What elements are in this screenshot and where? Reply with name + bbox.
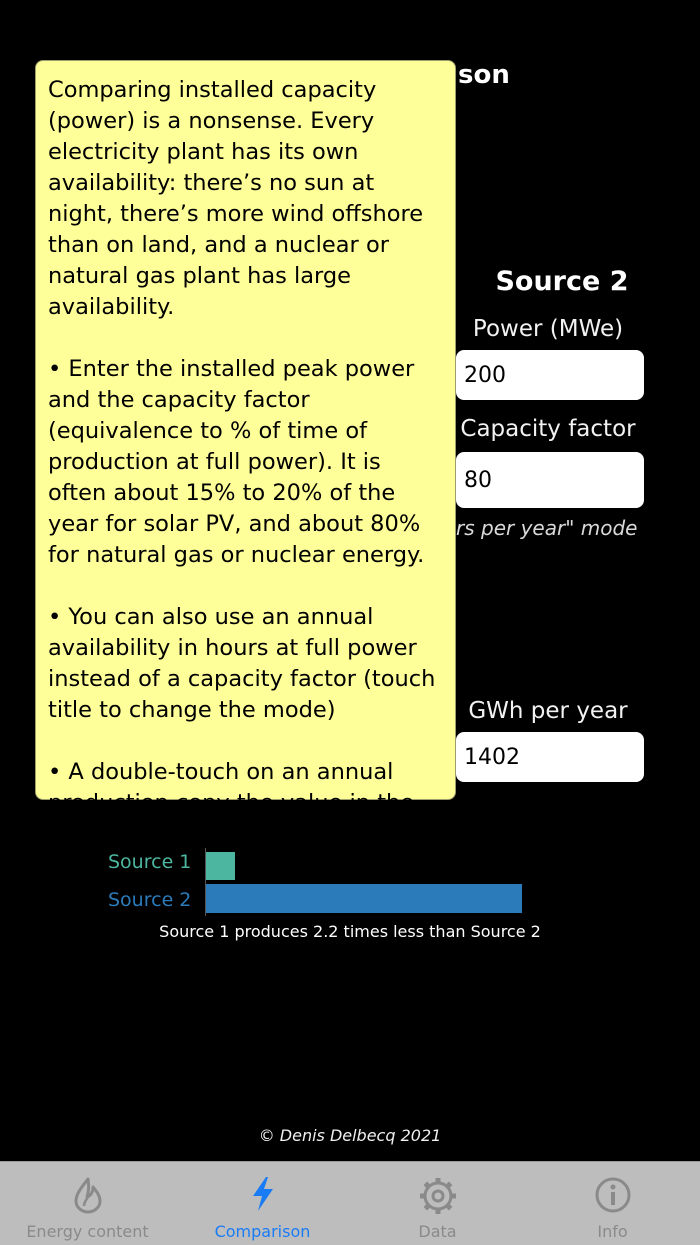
- page-title: son: [458, 60, 510, 90]
- tab-info[interactable]: [525, 1162, 700, 1245]
- tab-energy-content[interactable]: [0, 1162, 175, 1245]
- mode-hint-text: rs per year" mode: [456, 516, 638, 540]
- help-tooltip-text: Comparing installed capacity (power) is a nonsense. Every electricity plant has its own availability: there’s no sun at night, there’s more wind offshore than on land, and a nuclear or natural gas plant has large availability. • Enter the installed peak power and the capacity factor (equivalence to % of time of production at full power). It is often about 15% to 20% of the year for solar PV, and about 80% for natural gas or nuclear energy. • You can also use an annual availability in hours at full power instead of a capacity factor (touch title to change the mode) • A double-touch on an annual production copy the value in the: [48, 77, 436, 816]
- source2-gwh-output[interactable]: 1402: [456, 732, 644, 782]
- comparison-result-text: Source 1 produces 2.2 times less than Source 2: [159, 922, 541, 941]
- flame-icon: [71, 1176, 105, 1214]
- gear-icon: [418, 1176, 458, 1216]
- tab-data[interactable]: [350, 1162, 525, 1245]
- bar-label-source-2: Source 2: [108, 889, 192, 911]
- source2-gwh-label: GWh per year: [468, 698, 628, 724]
- tab-comparison[interactable]: [175, 1162, 350, 1245]
- tab-label: Comparison: [214, 1222, 311, 1241]
- capacity-factor-title[interactable]: Capacity factor: [460, 416, 636, 442]
- help-tooltip[interactable]: [35, 60, 456, 816]
- info-icon: [594, 1176, 632, 1214]
- bar-label-source-1: Source 1: [108, 851, 192, 873]
- source2-title: Source 2: [495, 266, 629, 297]
- tab-bar: [0, 1161, 700, 1245]
- tab-label: Energy content: [26, 1222, 149, 1241]
- bar-source-1: [206, 852, 235, 880]
- tab-label: Data: [418, 1222, 457, 1241]
- source2-power-input[interactable]: 200: [456, 350, 644, 400]
- source2-power-label: Power (MWe): [472, 316, 624, 342]
- copyright-text: © Denis Delbecq 2021: [258, 1126, 442, 1145]
- lightning-icon: [251, 1176, 275, 1212]
- bar-source-2: [206, 884, 522, 913]
- source2-capacity-input[interactable]: 80: [456, 452, 644, 508]
- tab-label: Info: [597, 1222, 628, 1241]
